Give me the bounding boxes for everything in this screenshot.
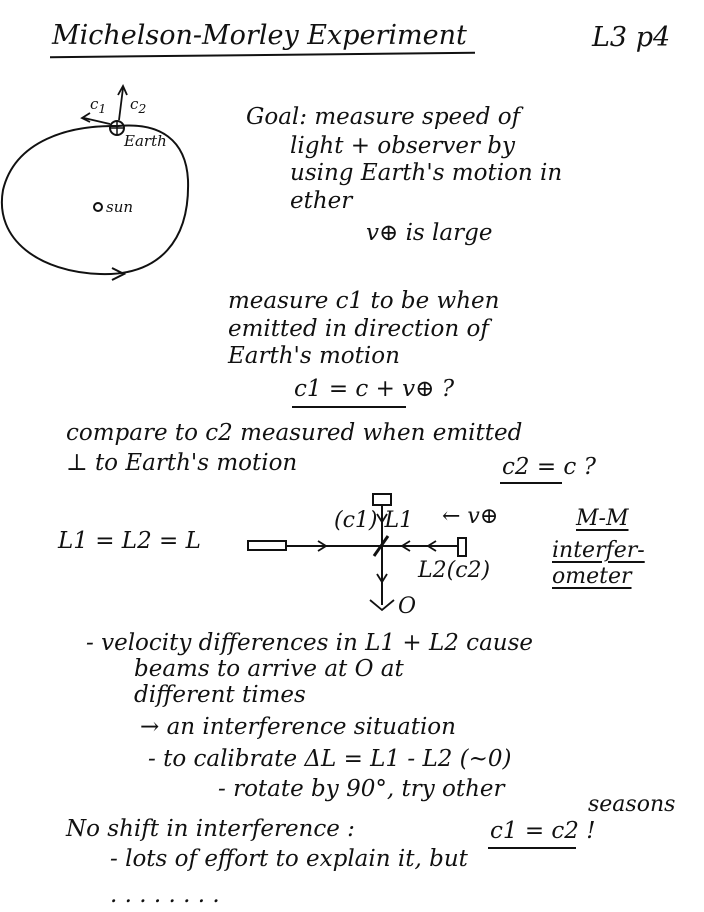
- light-source: [248, 541, 286, 550]
- c1-arm-label: (c1) L1: [334, 508, 414, 533]
- measure-line: measure c1 to be when: [228, 288, 500, 314]
- measure-equation: c1 = c + v⊕ ?: [294, 376, 455, 402]
- sun-icon: [94, 203, 102, 211]
- measure-line: emitted in direction of: [228, 316, 489, 342]
- conclusion-line: - lots of effort to explain it, but: [110, 846, 468, 872]
- note-line: → an interference situation: [140, 714, 456, 740]
- v-large-note: v⊕ is large: [366, 220, 493, 246]
- note-line: seasons: [588, 792, 676, 817]
- page-title: Michelson-Morley Experiment: [52, 20, 467, 51]
- goal-line: light + observer by: [290, 133, 515, 159]
- goal-line: using Earth's motion in: [290, 160, 563, 186]
- mm-label: ometer: [552, 564, 632, 589]
- page-reference: L3 p4: [592, 22, 671, 53]
- note-line: - to calibrate ΔL = L1 - L2 (~0): [148, 746, 512, 772]
- observer-label: O: [398, 594, 417, 619]
- compare-equation: c2 = c ?: [502, 454, 596, 480]
- compare-line: ⊥ to Earth's motion: [66, 450, 298, 476]
- goal-line: Goal: measure speed of: [246, 104, 521, 130]
- lengths-equation: L1 = L2 = L: [58, 528, 201, 554]
- orbit-c1-label: $c_1$: [90, 95, 107, 116]
- mirror-1: [373, 494, 391, 505]
- orbit-c2-label: $c_2$: [130, 95, 147, 116]
- mm-label: interfer-: [552, 538, 645, 563]
- note-line: - velocity differences in L1 + L2 cause: [86, 630, 534, 656]
- mirror-2: [458, 538, 466, 556]
- earth-label: Earth: [124, 132, 167, 150]
- note-line: - rotate by 90°, try other: [218, 776, 505, 802]
- conclusion-equation: c1 = c2 !: [490, 818, 596, 844]
- mm-label: M-M: [576, 506, 629, 531]
- earth-velocity-arrow: ← v⊕: [442, 504, 499, 529]
- goal-line: ether: [290, 188, 353, 214]
- conclusion-line: No shift in interference :: [66, 816, 355, 842]
- measure-line: Earth's motion: [228, 343, 400, 369]
- note-line: different times: [134, 682, 306, 708]
- sun-label: sun: [106, 198, 134, 216]
- note-line: beams to arrive at O at: [134, 656, 404, 682]
- compare-line: compare to c2 measured when emitted: [66, 420, 523, 446]
- conclusion-line: . . . . . . . .: [110, 882, 220, 908]
- c2-arm-label: L2(c2): [418, 558, 491, 583]
